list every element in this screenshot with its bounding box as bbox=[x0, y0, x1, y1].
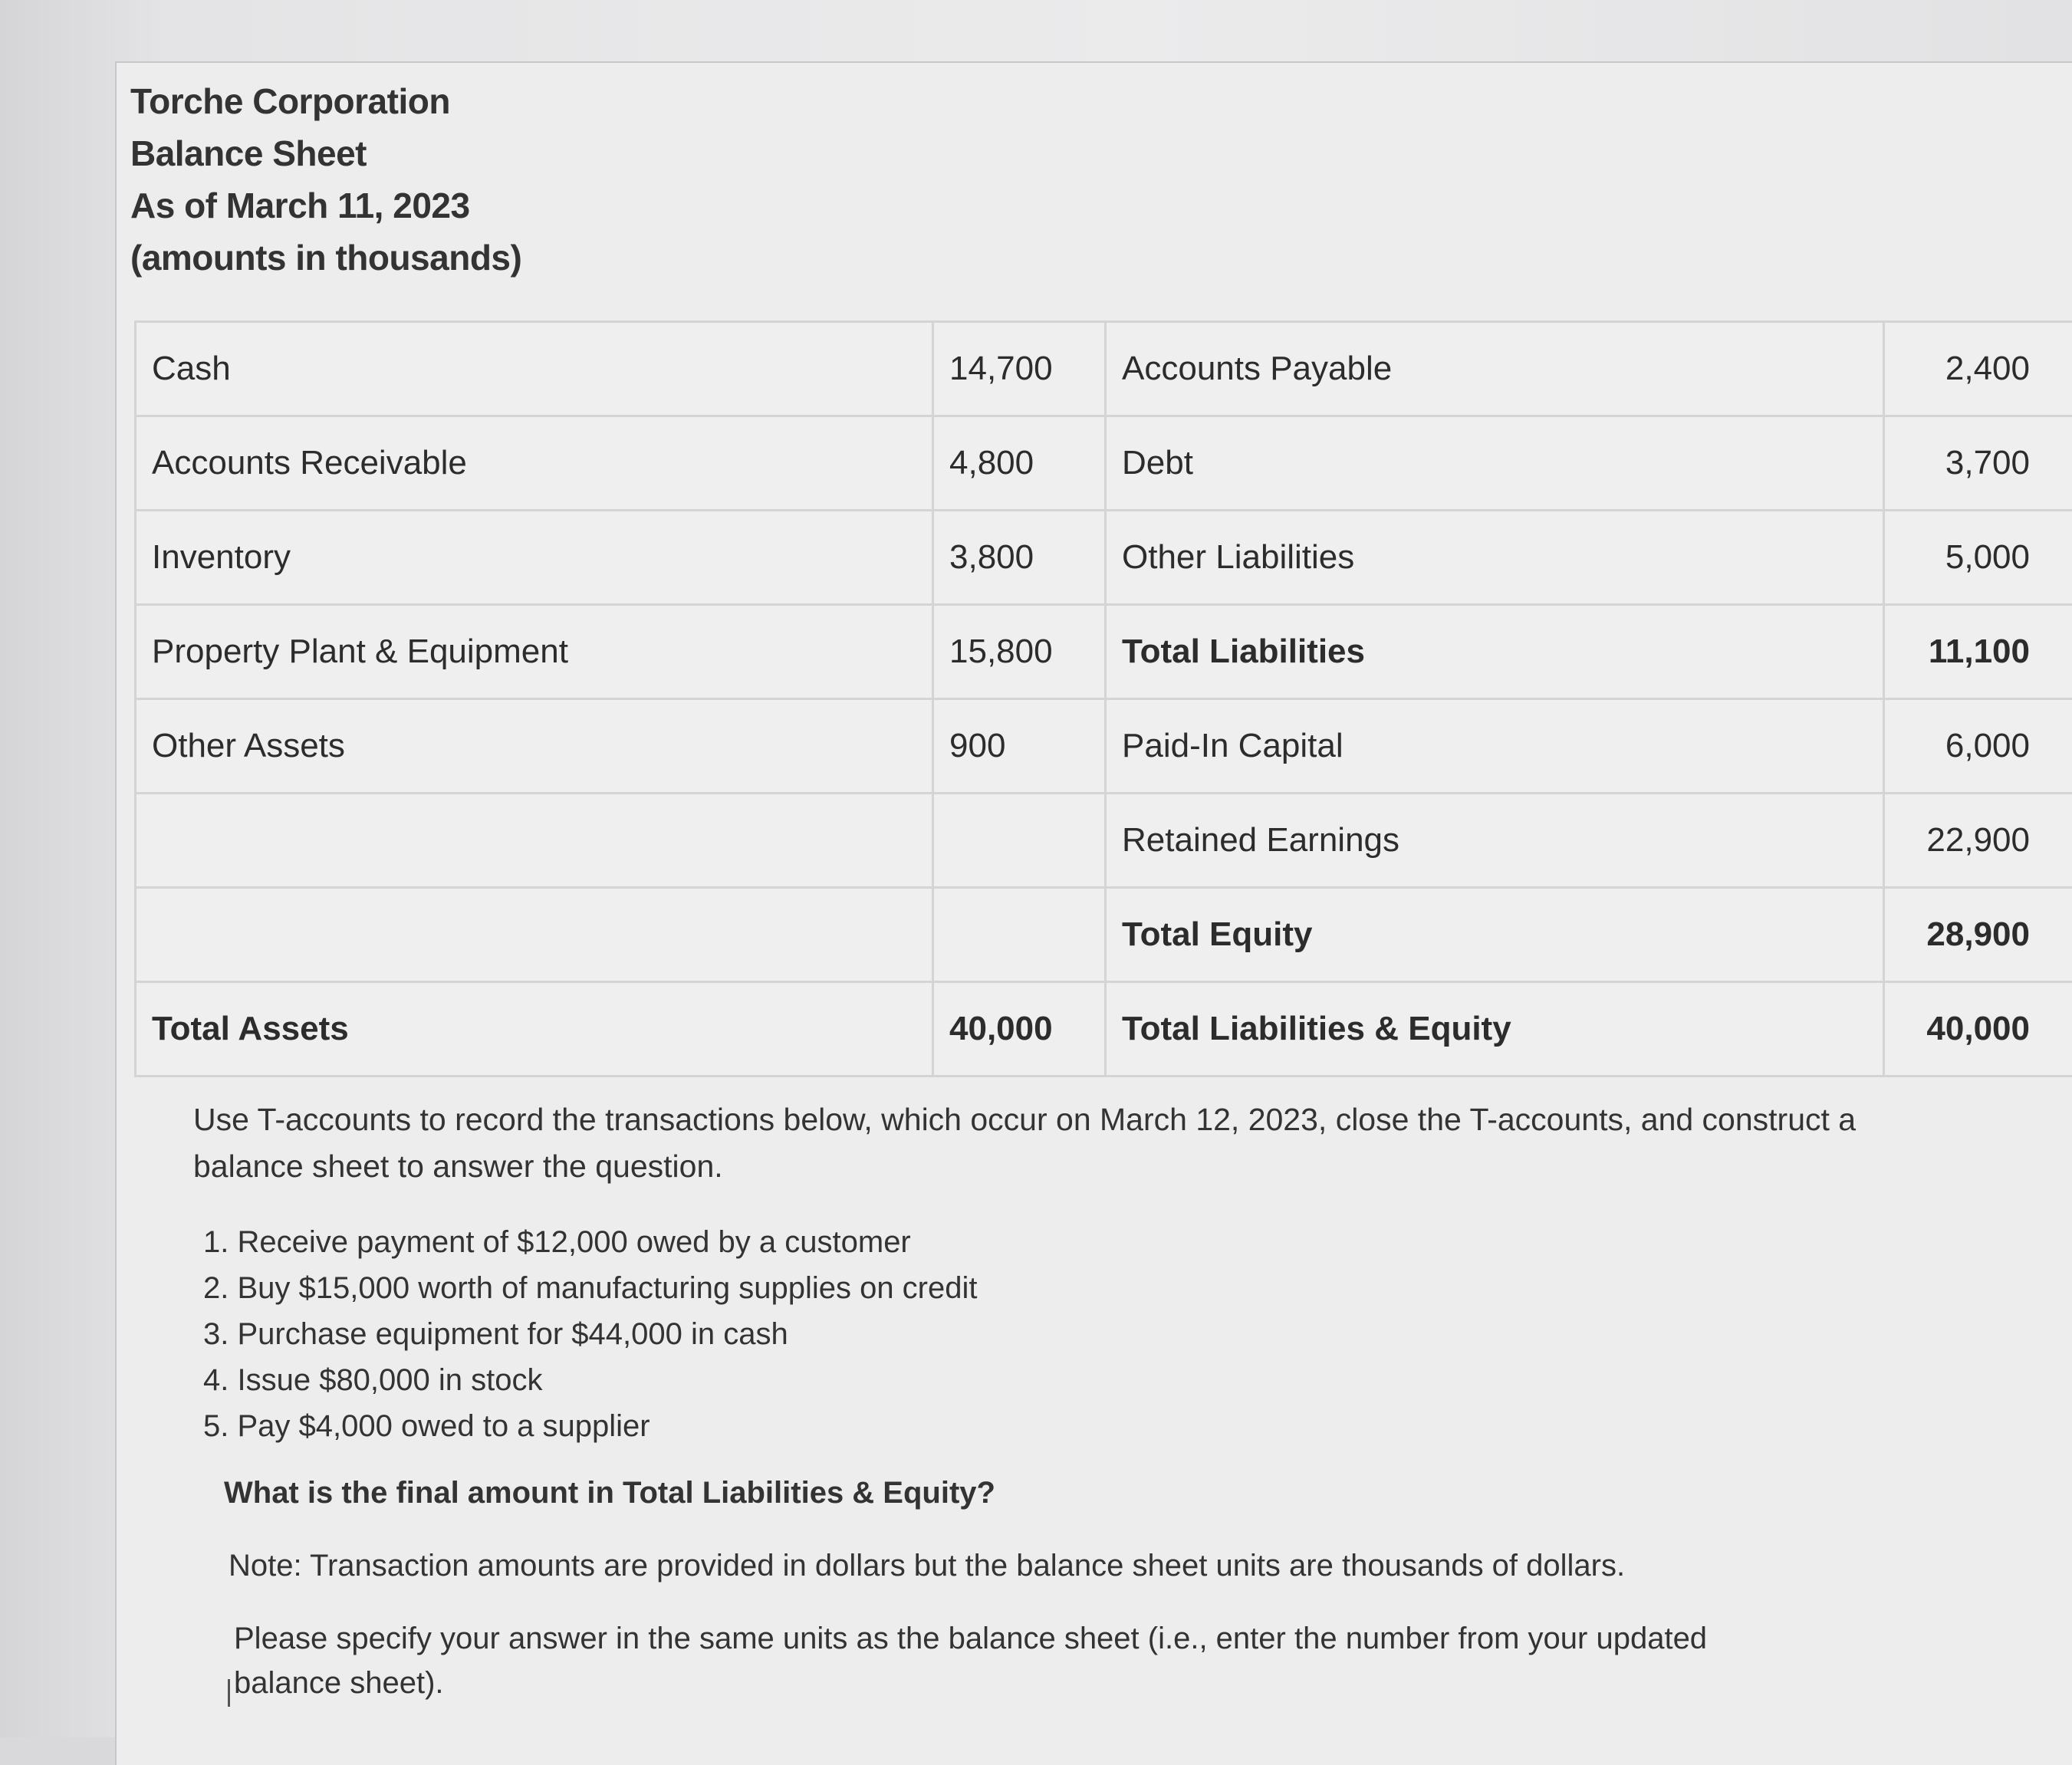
statement-units: (amounts in thousands) bbox=[130, 232, 821, 284]
question-prompt: What is the final amount in Total Liabilities & Equity? bbox=[224, 1476, 995, 1510]
asset-value bbox=[933, 888, 1106, 982]
asset-value bbox=[933, 794, 1106, 888]
asset-label: Property Plant & Equipment bbox=[136, 605, 933, 699]
liability-label: Total Liabilities & Equity bbox=[1106, 982, 1884, 1076]
text-cursor bbox=[228, 1679, 230, 1707]
statement-date: As of March 11, 2023 bbox=[130, 179, 821, 232]
table-row bbox=[136, 888, 2072, 982]
table-row bbox=[136, 511, 2072, 605]
liability-value: 11,100 bbox=[1884, 605, 2072, 699]
list-item: 5. Pay $4,000 owed to a supplier bbox=[203, 1403, 978, 1449]
liability-label: Retained Earnings bbox=[1106, 794, 1884, 888]
liability-value: 22,900 bbox=[1884, 794, 2072, 888]
asset-value: 4,800 bbox=[933, 416, 1106, 511]
asset-label bbox=[136, 888, 933, 982]
question-intro: Use T-accounts to record the transactions below, which occur on March 12, 2023, close the T-accounts, and construct a balance sheet to answer the question. bbox=[193, 1096, 1880, 1190]
table-row bbox=[136, 416, 2072, 511]
liability-value: 2,400 bbox=[1884, 322, 2072, 416]
asset-value: 3,800 bbox=[933, 511, 1106, 605]
table-row bbox=[136, 322, 2072, 416]
asset-label: Total Assets bbox=[136, 982, 933, 1076]
balance-sheet-header bbox=[130, 75, 821, 284]
liability-value: 5,000 bbox=[1884, 511, 2072, 605]
liability-label: Debt bbox=[1106, 416, 1884, 511]
liability-value: 6,000 bbox=[1884, 699, 2072, 794]
company-name: Torche Corporation bbox=[130, 75, 821, 127]
liability-value: 28,900 bbox=[1884, 888, 2072, 982]
units-note: Note: Transaction amounts are provided in dollars but the balance sheet units are thousands of dollars. bbox=[229, 1549, 1625, 1583]
liability-label: Accounts Payable bbox=[1106, 322, 1884, 416]
asset-label: Cash bbox=[136, 322, 933, 416]
list-item: 2. Buy $15,000 worth of manufacturing supplies on credit bbox=[203, 1265, 978, 1311]
liability-label: Total Equity bbox=[1106, 888, 1884, 982]
list-item: 4. Issue $80,000 in stock bbox=[203, 1357, 978, 1403]
liability-label: Paid-In Capital bbox=[1106, 699, 1884, 794]
asset-value: 14,700 bbox=[933, 322, 1106, 416]
table-row bbox=[136, 982, 2072, 1076]
list-item: 3. Purchase equipment for $44,000 in cash bbox=[203, 1311, 978, 1357]
asset-value: 900 bbox=[933, 699, 1106, 794]
asset-label bbox=[136, 794, 933, 888]
asset-label: Accounts Receivable bbox=[136, 416, 933, 511]
asset-value: 40,000 bbox=[933, 982, 1106, 1076]
asset-value: 15,800 bbox=[933, 605, 1106, 699]
statement-title: Balance Sheet bbox=[130, 127, 821, 179]
balance-sheet-table bbox=[134, 320, 2072, 1077]
liability-label: Total Liabilities bbox=[1106, 605, 1884, 699]
asset-label: Other Assets bbox=[136, 699, 933, 794]
transaction-list bbox=[203, 1219, 978, 1449]
liability-value: 40,000 bbox=[1884, 982, 2072, 1076]
table-row bbox=[136, 699, 2072, 794]
liability-label: Other Liabilities bbox=[1106, 511, 1884, 605]
table-row bbox=[136, 605, 2072, 699]
answer-instructions: Please specify your answer in the same units as the balance sheet (i.e., enter the number from your updated balance sheet). bbox=[234, 1616, 1768, 1705]
list-item: 1. Receive payment of $12,000 owed by a customer bbox=[203, 1219, 978, 1265]
liability-value: 3,700 bbox=[1884, 416, 2072, 511]
table-row bbox=[136, 794, 2072, 888]
asset-label: Inventory bbox=[136, 511, 933, 605]
